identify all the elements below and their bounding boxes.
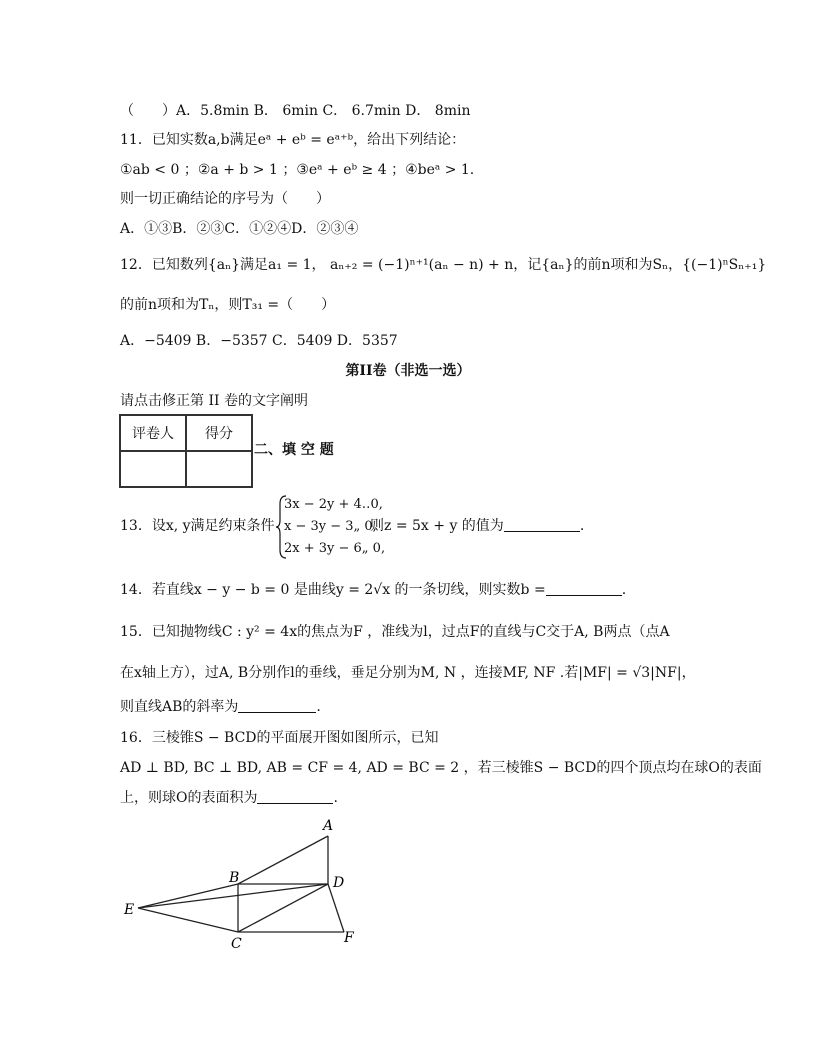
table-cell-grader[interactable] bbox=[120, 451, 186, 487]
label-C: C bbox=[231, 936, 242, 952]
q13-suffix: 则z = 5x + y 的值为 . bbox=[370, 518, 585, 534]
q11-conclusions: ①ab < 0 ；②a + b > 1 ；③eᵃ + eᵇ ≥ 4 ；④beᵃ > 1. bbox=[120, 162, 475, 178]
q12-stem: 12．已知数列{aₙ}满足a₁ = 1， aₙ₊₂ = (−1)ⁿ⁺¹(aₙ − n) + n，记{aₙ}的前n项和为Sₙ，{(−1)ⁿSₙ₊₁} bbox=[120, 257, 767, 273]
table-cell-score[interactable] bbox=[186, 451, 252, 487]
q11-prompt: 则一切正确结论的序号为（ ） bbox=[120, 191, 330, 207]
q12-stem-continued: 的前n项和为Tₙ，则T₃₁ =（ ） bbox=[120, 297, 336, 313]
q15-line3: 则直线AB的斜率为 . bbox=[120, 699, 321, 715]
constraint-2: x − 3y − 3„ 0, bbox=[284, 519, 377, 534]
edge-EB bbox=[138, 884, 238, 908]
section-title: 二、填 空 题 bbox=[254, 442, 334, 458]
q16-line2: AD ⊥ BD, BC ⊥ BD, AB = CF = 4, AD = BC = 2 ，若三棱锥S − BCD的四个顶点均在球O的表面 bbox=[120, 760, 762, 776]
constraint-1: 3x − 2y + 4‥0, bbox=[284, 497, 383, 512]
label-E: E bbox=[124, 902, 135, 918]
q14-stem: 14．若直线x − y − b = 0 是曲线y = 2√x 的一条切线，则实数b = bbox=[120, 582, 546, 598]
q15-line2: 在x轴上方），过A, B分别作l的垂线，垂足分别为M, N ，连接MF, NF .若|MF| = √3|NF|， bbox=[120, 665, 696, 681]
label-A: A bbox=[323, 818, 334, 834]
q10-options: （ ）A．5.8min B． 6min C． 6.7min D． 8min bbox=[120, 103, 471, 119]
edge-CD bbox=[238, 884, 328, 932]
answer-blank[interactable] bbox=[546, 581, 622, 596]
answer-blank[interactable] bbox=[504, 517, 580, 532]
q11-stem: 11．已知实数a,b满足eᵃ + eᵇ = eᵃ⁺ᵇ，给出下列结论： bbox=[120, 132, 466, 148]
q16-line1: 16．三棱锥S − BCD的平面展开图如图所示，已知 bbox=[120, 730, 439, 746]
table-header-score: 得分 bbox=[186, 415, 252, 451]
section-heading: 第II卷（非选一选） bbox=[345, 363, 471, 379]
table-header-grader: 评卷人 bbox=[120, 415, 186, 451]
q15-stem-end: 则直线AB的斜率为 bbox=[120, 699, 239, 715]
label-B: B bbox=[229, 870, 240, 886]
edge-EC bbox=[138, 908, 238, 932]
q12-options: A．−5409 B．−5357 C．5409 D．5357 bbox=[120, 333, 398, 349]
score-table bbox=[119, 414, 253, 488]
q16-stem-end: 上，则球O的表面积为 bbox=[120, 790, 258, 806]
q13-prefix: 13．设x, y满足约束条件 bbox=[120, 518, 275, 534]
label-F: F bbox=[344, 930, 354, 946]
edge-ED bbox=[138, 884, 328, 908]
q11-options: A．①③B．②③C．①②④D．②③④ bbox=[120, 221, 359, 237]
edge-AB bbox=[238, 836, 328, 884]
answer-blank[interactable] bbox=[238, 698, 316, 713]
q15-line1: 15．已知抛物线C : y² = 4x的焦点为F ，准线为l，过点F的直线与C交于A, B两点（点A bbox=[120, 624, 670, 640]
q16-line3: 上，则球O的表面积为 . bbox=[120, 790, 338, 806]
section-note: 请点击修正第 II 卷的文字阐明 bbox=[120, 393, 308, 409]
q14-text: 14．若直线x − y − b = 0 是曲线y = 2√x 的一条切线，则实数b = . bbox=[120, 582, 627, 598]
q13-suffix-text: 则z = 5x + y 的值为 bbox=[370, 518, 504, 534]
constraint-3: 2x + 3y − 6„ 0, bbox=[284, 541, 386, 556]
edge-DF bbox=[328, 884, 344, 932]
answer-blank[interactable] bbox=[257, 789, 333, 804]
label-D: D bbox=[333, 875, 345, 891]
